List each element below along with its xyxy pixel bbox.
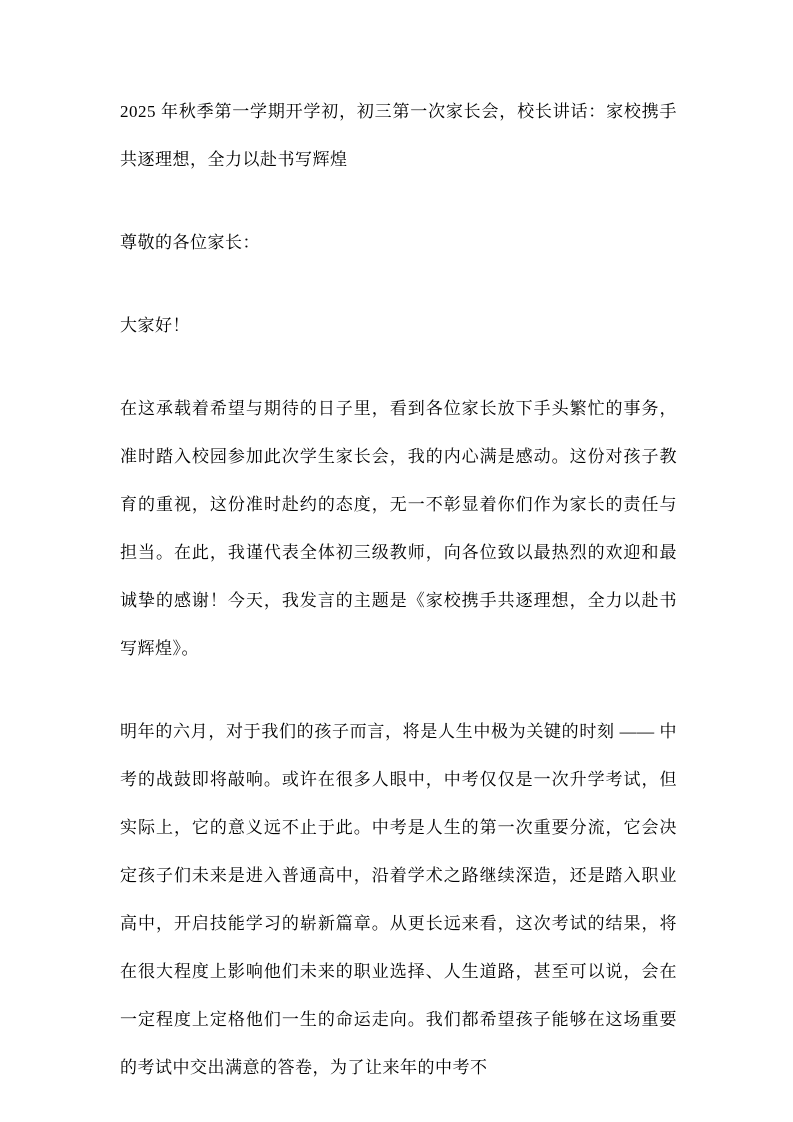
greeting-paragraph: 大家好！ xyxy=(120,316,190,335)
document-title-paragraph: 2025 年秋季第一学期开学初，初三第一次家长会，校长讲话：家校携手共逐理想，全力以赴书写辉煌 xyxy=(120,102,677,169)
document-body xyxy=(120,88,677,1122)
salutation-paragraph: 尊敬的各位家长： xyxy=(120,233,260,252)
body-paragraph-1: 在这承载着希望与期待的日子里，看到各位家长放下手头繁忙的事务，准时踏入校园参加此次学生家长会，我的内心满是感动。这份对孩子教育的重视，这份准时赴约的态度，无一不彰显着你们作为家长的责任与担当。在此，我谨代表全体初三级教师，向各位致以最热烈的欢迎和最诚挚的感谢！今天，我发言的主题是《家校携手共逐理想，全力以赴书写辉煌》。 xyxy=(120,399,677,658)
body-paragraph-2: 明年的六月，对于我们的孩子而言，将是人生中极为关键的时刻 —— 中考的战鼓即将敲响。或许在很多人眼中，中考仅仅是一次升学考试，但实际上，它的意义远不止于此。中考是人生的第一次重要分流，它会决定孩子们未来是进入普通高中，沿着学术之路继续深造，还是踏入职业高中，开启技能学习的崭新篇章。从更长远来看，这次考试的结果，将在很大程度上影响他们未来的职业选择、人生道路，甚至可以说，会在一定程度上定格他们一生的命运走向。我们都希望孩子能够在这场重要的考试中交出满意的答卷，为了让来年的中考不 xyxy=(120,722,677,1077)
